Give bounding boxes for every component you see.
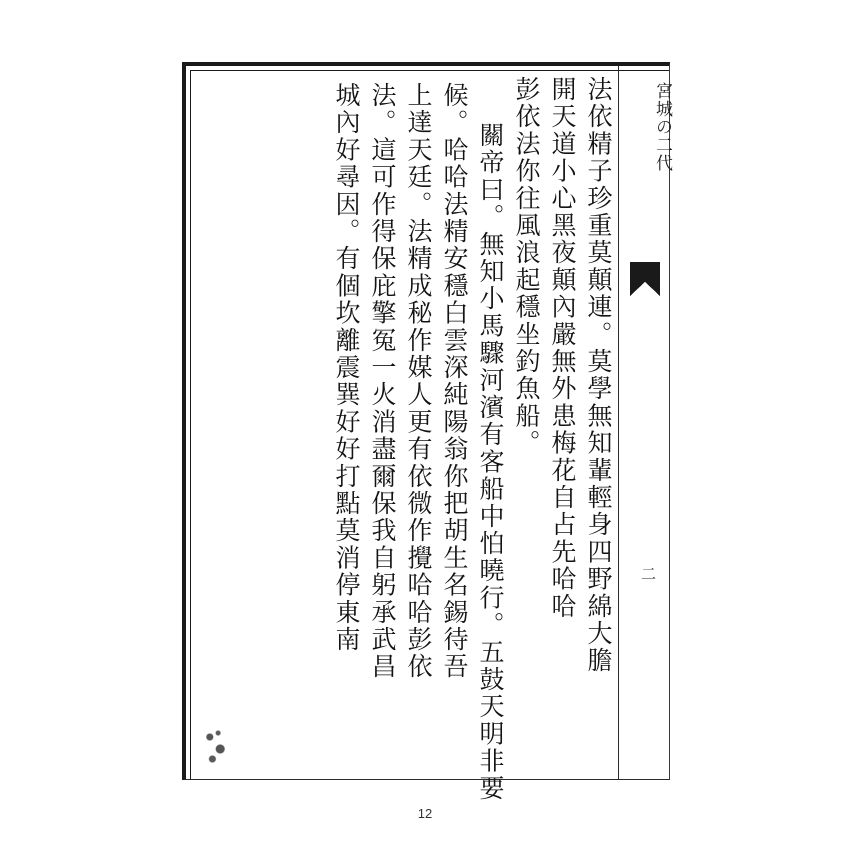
fish-tail-icon <box>630 262 660 296</box>
text-column: 法依精子珍重莫顛連。莫學無知輩輕身四野綿大膽 <box>584 76 613 675</box>
center-fold-column <box>618 66 670 779</box>
text-column: 法。這可作得保庇擎冤一火消盡爾保我自躬承武昌 <box>368 82 397 681</box>
vertical-text-body <box>194 76 613 802</box>
text-column: 關帝曰。無知小馬驟河濱有客船中怕曉行。五鼓天明非要 <box>476 122 505 802</box>
text-column: 候。哈哈法精安穩白雲深純陽翁你把胡生名錫待吾 <box>440 82 469 681</box>
fold-page-mark: 二 <box>639 566 657 581</box>
text-column: 開天道小心黑夜顛內嚴無外患梅花自占先哈哈 <box>548 76 577 620</box>
text-column: 城內好尋因。有個坎離震巽好好打點莫消停東南 <box>332 82 361 654</box>
ink-seal-mark <box>202 727 228 767</box>
woodblock-frame <box>182 62 672 802</box>
fold-title: 宮城の二代 <box>652 82 672 172</box>
text-column: 彭依法你往風浪起穩坐釣魚船。 <box>512 76 541 457</box>
text-column: 上達天廷。法精成秘作媒人更有依微作攪哈哈彭依 <box>404 82 433 681</box>
page-number: 12 <box>417 806 433 821</box>
